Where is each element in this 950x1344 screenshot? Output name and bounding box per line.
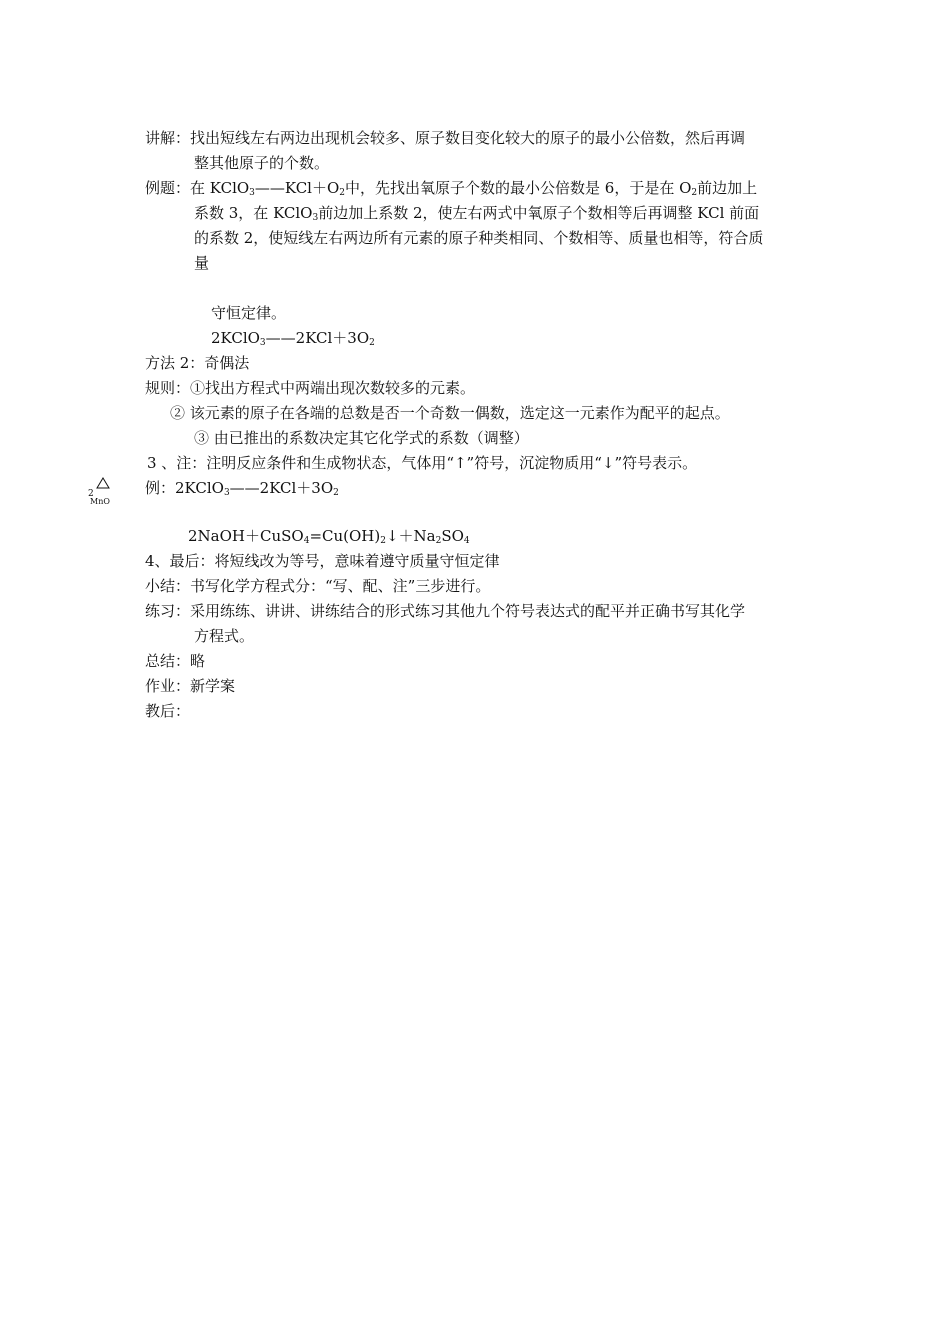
example-line-4: 量 (194, 254, 210, 272)
explain-text-1: 找出短线左右两边出现机会较多、原子数目变化较大的原子的最小公倍数，然后再调 (190, 129, 746, 147)
example-label: 例题： (145, 179, 191, 197)
example-line-1: 例题：在 $KClO_3——KCl+O_2$中，先找出氧原子个数的最小公倍数是 6，于是在 $O_2$前边加上 (145, 179, 758, 198)
practice-line-1: 练习：采用练练、讲讲、讲练结合的形式练习其他九个符号表达式的配平并正确书写其化学 (145, 602, 746, 620)
catalyst-label: MnO $_2$ (88, 489, 110, 506)
example-2-line: 例：$2KClO_3——2KCl+3O_2$ (145, 479, 339, 498)
reaction-condition-mark (86, 477, 120, 506)
rule-line-1: 规则：①找出方程式中两端出现次数较多的元素。 (145, 379, 476, 397)
afterclass-line (145, 701, 190, 721)
example-line-5: 守恒定律。 (211, 304, 287, 322)
practice-line-2: 方程式。 (194, 627, 255, 645)
afterclass-label: 教后： (145, 702, 191, 720)
rule-line-3: ③ 由已推出的系数决定其它化学式的系数（调整） (194, 429, 529, 447)
example-2-equation-2: $2NaOH+CuSO_4=Cu(OH)_2↓+Na_2SO_4$ (188, 527, 470, 546)
rules-label: 规则： (145, 379, 191, 397)
explain-line-1 (145, 128, 745, 148)
step-4-line: 4、最后：将短线改为等号，意味着遵守质量守恒定律 (145, 552, 500, 570)
homework-line: 作业：新学案 (145, 677, 236, 695)
homework-label: 作业： (145, 677, 191, 695)
explain-label: 讲解： (145, 129, 191, 147)
summary-line: 小结：书写化学方程式分：“写、配、注”三步进行。 (145, 577, 491, 595)
rule-line-2: ② 该元素的原子在各端的总数是否一个奇数一偶数，选定这一元素作为配平的起点。 (170, 404, 730, 422)
example-2-label: 例： (145, 479, 176, 497)
conclusion-label: 总结： (145, 652, 191, 670)
example-equation: $2KClO_3——2KCl+3O_2$ (211, 329, 375, 348)
conclusion-line: 总结：略 (145, 652, 206, 670)
example-line-2: 系数 3，在 KClO$_3$前边加上系数 2，使左右两式中氧原子个数相等后再调整 KCl 前面 (194, 204, 760, 223)
practice-label: 练习： (145, 602, 191, 620)
note-line: 3 、注：注明反应条件和生成物状态，气体用“↑”符号，沉淀物质用“↓”符号表示。 (147, 454, 698, 472)
explain-line-2: 整其他原子的个数。 (194, 154, 330, 172)
example-line-3: 的系数 2，使短线左右两边所有元素的原子种类相同、个数相等、质量也相等，符合质 (194, 229, 764, 247)
summary-label: 小结： (145, 577, 191, 595)
method-2-heading: 方法 2：奇偶法 (145, 354, 250, 372)
